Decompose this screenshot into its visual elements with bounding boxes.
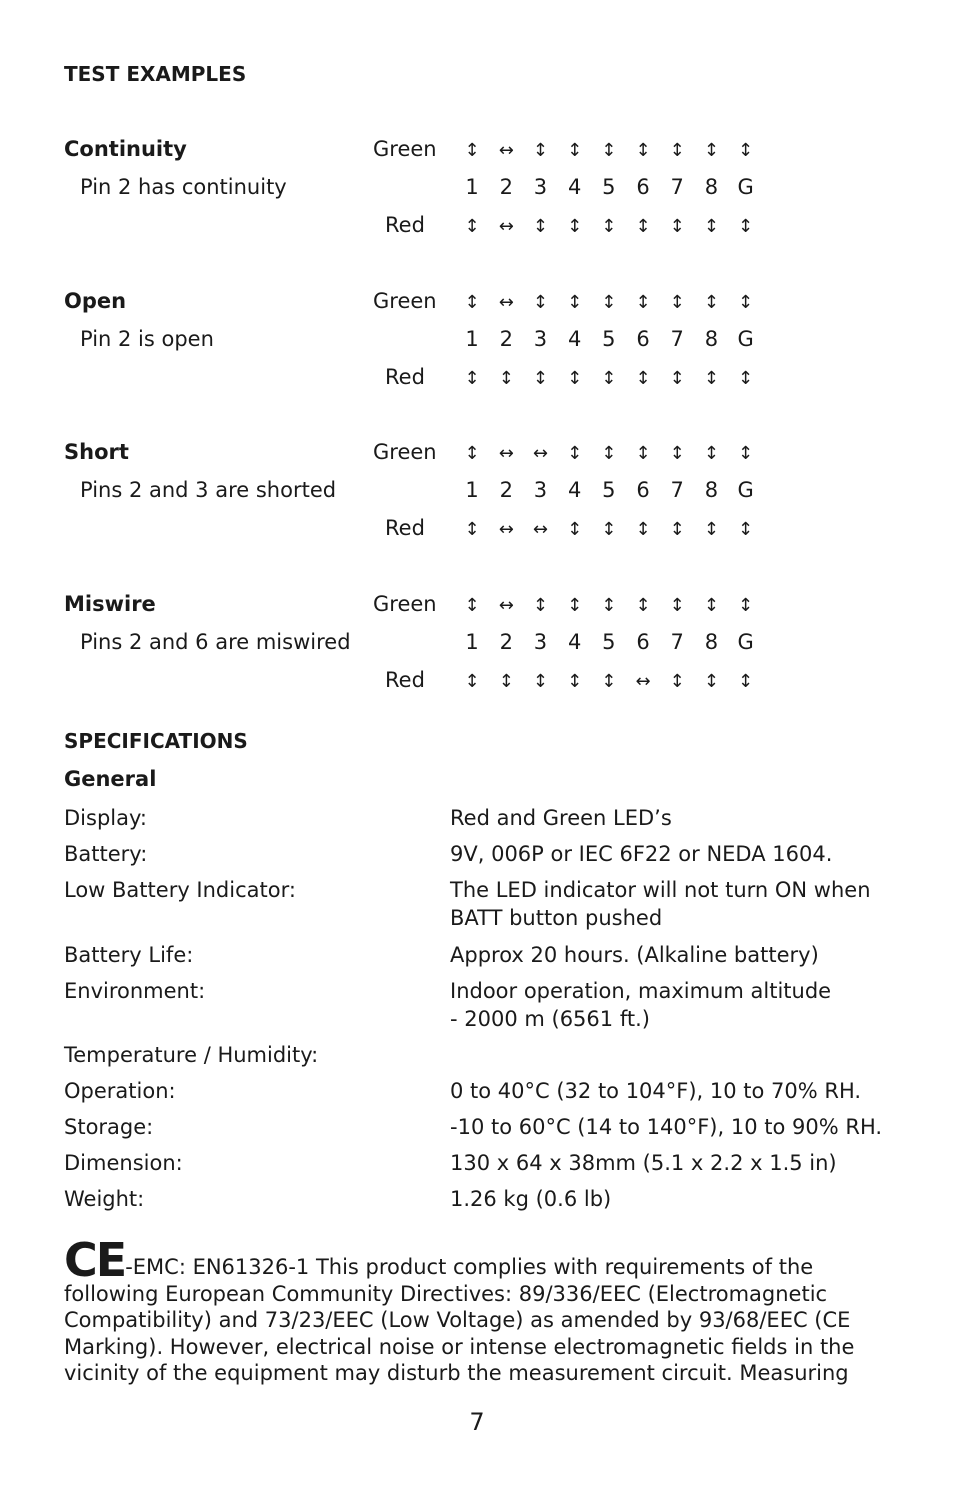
led-vertical-arrow-icon: ↕	[464, 292, 480, 313]
pin-number: 4	[567, 327, 582, 351]
green-led-row	[455, 594, 763, 618]
pin-number: G	[737, 175, 754, 199]
led-vertical-arrow-icon: ↕	[567, 519, 583, 540]
spec-value	[450, 1077, 910, 1105]
spec-value-line: Indoor operation, maximum altitude	[450, 979, 832, 1003]
spec-value-line: 1.26 kg (0.6 lb)	[450, 1187, 612, 1211]
spec-value-line: Approx 20 hours. (Alkaline battery)	[450, 943, 819, 967]
pin-number: 1	[465, 175, 479, 199]
led-vertical-arrow-icon: ↕	[464, 140, 480, 161]
led-vertical-arrow-icon: ↕	[703, 368, 719, 389]
pin-number: 5	[602, 327, 616, 351]
led-vertical-arrow-icon: ↕	[464, 443, 480, 464]
spec-label: Environment:	[64, 979, 206, 1003]
pin-number: 6	[636, 327, 650, 351]
example-title: Miswire	[64, 592, 156, 616]
led-vertical-arrow-icon: ↕	[738, 595, 754, 616]
led-vertical-arrow-icon: ↕	[532, 216, 549, 237]
example-description: Pins 2 and 6 are miswired	[80, 630, 351, 654]
pin-number: 8	[704, 327, 719, 351]
pin-number: 8	[704, 175, 719, 199]
spec-value-line: -10 to 60°C (14 to 140°F), 10 to 90% RH.	[450, 1115, 883, 1139]
led-vertical-arrow-icon: ↕	[601, 368, 617, 389]
example-title: Open	[64, 289, 127, 313]
led-vertical-arrow-icon: ↕	[601, 519, 617, 540]
led-vertical-arrow-icon: ↕	[669, 671, 685, 692]
spec-value	[450, 876, 910, 932]
pin-number: G	[737, 630, 754, 654]
green-led-row	[455, 139, 763, 163]
spec-value	[450, 977, 910, 1033]
led-vertical-arrow-icon: ↕	[601, 595, 617, 616]
led-vertical-arrow-icon: ↕	[669, 443, 685, 464]
pin-number: 1	[465, 630, 479, 654]
compliance-line-2: following European Community Directives: 89/336/EEC (Electromagnetic	[64, 1281, 828, 1306]
led-vertical-arrow-icon: ↕	[567, 292, 583, 313]
spec-value-line: Red and Green LED’s	[450, 806, 672, 830]
green-led-row	[455, 291, 763, 315]
led-horizontal-arrow-icon: ↔	[498, 595, 514, 616]
spec-value-line: 0 to 40°C (32 to 104°F), 10 to 70% RH.	[450, 1079, 862, 1103]
pin-number: 8	[704, 630, 719, 654]
compliance-paragraph	[64, 1233, 894, 1387]
led-vertical-arrow-icon: ↕	[738, 140, 754, 161]
example-description: Pin 2 is open	[80, 327, 214, 351]
led-vertical-arrow-icon: ↕	[532, 368, 549, 389]
red-led-row	[455, 367, 763, 391]
led-horizontal-arrow-icon: ↔	[532, 519, 549, 540]
pin-number: 7	[670, 327, 684, 351]
pin-number: 5	[602, 630, 616, 654]
led-vertical-arrow-icon: ↕	[601, 443, 617, 464]
led-vertical-arrow-icon: ↕	[738, 368, 754, 389]
led-vertical-arrow-icon: ↕	[601, 140, 617, 161]
pin-number: 1	[465, 478, 479, 502]
spec-value-line: 130 x 64 x 38mm (5.1 x 2.2 x 1.5 in)	[450, 1151, 837, 1175]
pin-number-row	[455, 478, 763, 502]
led-vertical-arrow-icon: ↕	[464, 519, 480, 540]
led-horizontal-arrow-icon: ↔	[498, 443, 514, 464]
green-led-row	[455, 442, 763, 466]
pin-number: 7	[670, 175, 684, 199]
pin-number: 4	[567, 175, 582, 199]
compliance-line-3: Compatibility) and 73/23/EEC (Low Voltage) as amended by 93/68/EEC (CE	[64, 1308, 851, 1332]
pin-number: 3	[533, 630, 548, 654]
green-row-label: Green	[373, 440, 437, 464]
test-examples-heading: TEST EXAMPLES	[64, 62, 247, 86]
led-vertical-arrow-icon: ↕	[567, 671, 583, 692]
spec-label: Temperature / Humidity:	[64, 1043, 319, 1067]
example-title: Short	[64, 440, 129, 464]
led-vertical-arrow-icon: ↕	[601, 671, 617, 692]
pin-number: 2	[499, 630, 513, 654]
led-vertical-arrow-icon: ↕	[498, 368, 514, 389]
led-vertical-arrow-icon: ↕	[635, 443, 651, 464]
led-horizontal-arrow-icon: ↔	[498, 216, 514, 237]
spec-label: Display:	[64, 806, 147, 830]
red-led-row	[455, 215, 763, 239]
led-horizontal-arrow-icon: ↔	[498, 519, 514, 540]
red-row-label: Red	[385, 668, 425, 692]
red-led-row	[455, 518, 763, 542]
spec-value	[450, 1149, 910, 1177]
red-led-row	[455, 670, 763, 694]
spec-label: Battery:	[64, 842, 148, 866]
led-vertical-arrow-icon: ↕	[669, 368, 685, 389]
led-horizontal-arrow-icon: ↔	[532, 443, 549, 464]
spec-value	[450, 941, 910, 969]
led-vertical-arrow-icon: ↕	[703, 519, 719, 540]
led-vertical-arrow-icon: ↕	[498, 671, 514, 692]
pin-number: 2	[499, 327, 513, 351]
green-row-label: Green	[373, 289, 437, 313]
pin-number: G	[737, 327, 754, 351]
compliance-line-4: Marking). However, electrical noise or intense electromagnetic fields in the	[64, 1334, 855, 1359]
led-vertical-arrow-icon: ↕	[601, 216, 617, 237]
led-vertical-arrow-icon: ↕	[464, 216, 480, 237]
led-vertical-arrow-icon: ↕	[738, 671, 754, 692]
led-vertical-arrow-icon: ↕	[738, 292, 754, 313]
led-vertical-arrow-icon: ↕	[532, 671, 549, 692]
led-vertical-arrow-icon: ↕	[635, 216, 651, 237]
led-vertical-arrow-icon: ↕	[738, 216, 754, 237]
led-vertical-arrow-icon: ↕	[669, 216, 685, 237]
spec-label: Weight:	[64, 1187, 145, 1211]
led-vertical-arrow-icon: ↕	[669, 140, 685, 161]
led-vertical-arrow-icon: ↕	[703, 140, 719, 161]
pin-number: 6	[636, 478, 650, 502]
pin-number: 5	[602, 478, 616, 502]
pin-number: 6	[636, 630, 650, 654]
led-vertical-arrow-icon: ↕	[669, 292, 685, 313]
led-vertical-arrow-icon: ↕	[567, 595, 583, 616]
pin-number: 8	[704, 478, 719, 502]
pin-number: 7	[670, 478, 684, 502]
led-vertical-arrow-icon: ↕	[703, 443, 719, 464]
led-vertical-arrow-icon: ↕	[635, 519, 651, 540]
spec-value-line: 9V, 006P or IEC 6F22 or NEDA 1604.	[450, 842, 833, 866]
led-vertical-arrow-icon: ↕	[703, 671, 719, 692]
led-vertical-arrow-icon: ↕	[567, 443, 583, 464]
red-row-label: Red	[385, 365, 425, 389]
spec-label: Low Battery Indicator:	[64, 878, 296, 902]
ce-mark-logo: CE	[64, 1233, 126, 1287]
page-number: 7	[469, 1408, 485, 1436]
pin-number: 6	[636, 175, 650, 199]
led-vertical-arrow-icon: ↕	[738, 519, 754, 540]
pin-number: 7	[670, 630, 684, 654]
spec-value-line: - 2000 m (6561 ft.)	[450, 1007, 650, 1031]
spec-label: Dimension:	[64, 1151, 183, 1175]
pin-number: 4	[567, 478, 582, 502]
spec-value	[450, 1113, 910, 1141]
example-description: Pins 2 and 3 are shorted	[80, 478, 337, 502]
led-horizontal-arrow-icon: ↔	[635, 671, 651, 692]
led-vertical-arrow-icon: ↕	[738, 443, 754, 464]
red-row-label: Red	[385, 516, 425, 540]
spec-value-line: The LED indicator will not turn ON when	[450, 878, 871, 902]
led-vertical-arrow-icon: ↕	[703, 216, 719, 237]
compliance-line-5: vicinity of the equipment may disturb the measurement circuit. Measuring	[64, 1361, 849, 1385]
pin-number: 5	[602, 175, 616, 199]
example-title: Continuity	[64, 137, 187, 161]
pin-number: 3	[533, 175, 548, 199]
led-vertical-arrow-icon: ↕	[532, 292, 549, 313]
spec-label: Operation:	[64, 1079, 176, 1103]
pin-number-row	[455, 630, 763, 654]
pin-number: 2	[499, 478, 513, 502]
green-row-label: Green	[373, 137, 437, 161]
led-vertical-arrow-icon: ↕	[464, 368, 480, 389]
pin-number: G	[737, 478, 754, 502]
red-row-label: Red	[385, 213, 425, 237]
spec-value	[450, 840, 910, 868]
spec-label: Battery Life:	[64, 943, 194, 967]
example-description: Pin 2 has continuity	[80, 175, 287, 199]
pin-number: 4	[567, 630, 582, 654]
led-vertical-arrow-icon: ↕	[601, 292, 617, 313]
led-vertical-arrow-icon: ↕	[669, 519, 685, 540]
pin-number: 1	[465, 327, 479, 351]
spec-value-line: BATT button pushed	[450, 906, 663, 930]
led-vertical-arrow-icon: ↕	[532, 140, 549, 161]
led-horizontal-arrow-icon: ↔	[498, 140, 514, 161]
spec-label: Storage:	[64, 1115, 154, 1139]
pin-number-row	[455, 175, 763, 199]
led-vertical-arrow-icon: ↕	[703, 595, 719, 616]
led-vertical-arrow-icon: ↕	[635, 292, 651, 313]
led-vertical-arrow-icon: ↕	[567, 368, 583, 389]
led-vertical-arrow-icon: ↕	[703, 292, 719, 313]
led-horizontal-arrow-icon: ↔	[498, 292, 514, 313]
led-vertical-arrow-icon: ↕	[635, 595, 651, 616]
pin-number: 2	[499, 175, 513, 199]
spec-value	[450, 1185, 910, 1213]
led-vertical-arrow-icon: ↕	[635, 140, 651, 161]
spec-value	[450, 804, 910, 832]
pin-number-row	[455, 327, 763, 351]
pin-number: 3	[533, 478, 548, 502]
led-vertical-arrow-icon: ↕	[464, 671, 480, 692]
led-vertical-arrow-icon: ↕	[635, 368, 651, 389]
led-vertical-arrow-icon: ↕	[669, 595, 685, 616]
led-vertical-arrow-icon: ↕	[532, 595, 549, 616]
led-vertical-arrow-icon: ↕	[567, 216, 583, 237]
led-vertical-arrow-icon: ↕	[567, 140, 583, 161]
general-subheading: General	[64, 767, 157, 791]
green-row-label: Green	[373, 592, 437, 616]
pin-number: 3	[533, 327, 548, 351]
compliance-line-1: -EMC: EN61326-1 This product complies with requirements of the	[125, 1255, 814, 1279]
specifications-heading: SPECIFICATIONS	[64, 729, 248, 753]
led-vertical-arrow-icon: ↕	[464, 595, 480, 616]
